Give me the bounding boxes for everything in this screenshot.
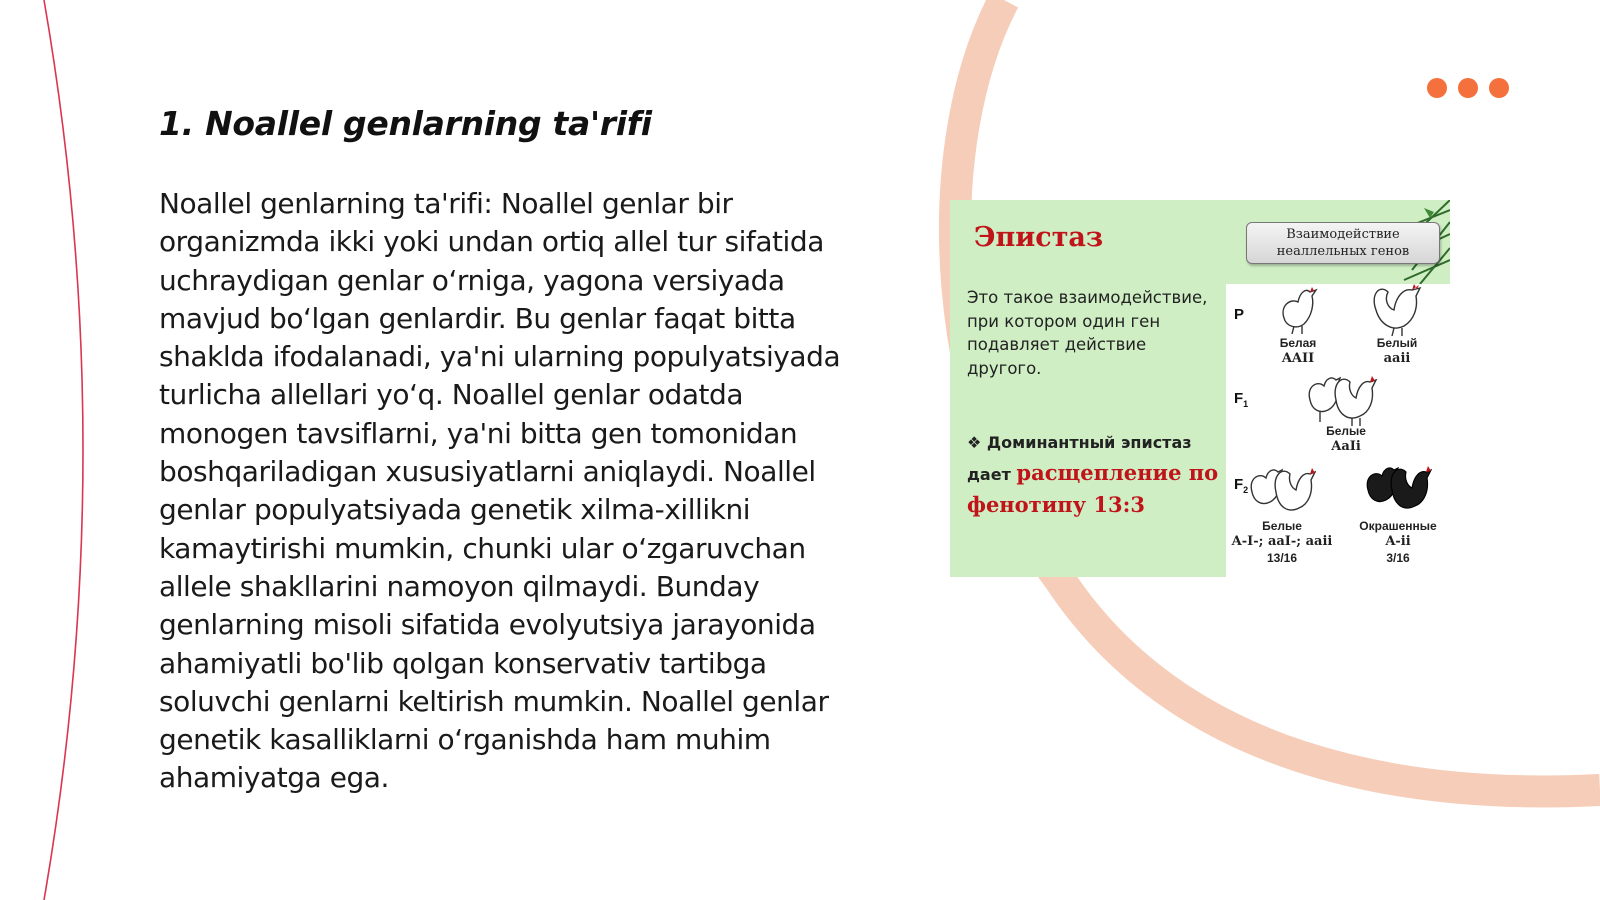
white-hen-icon [1276, 284, 1320, 334]
topic-badge-label: Взаимодействие неаллельных генов [1276, 227, 1410, 259]
diamond-bullet-icon: ❖ [967, 433, 982, 452]
left-accent-line [44, 0, 83, 900]
generation-p-label: P [1234, 306, 1245, 323]
decorative-dots [1427, 78, 1509, 98]
topic-badge [1246, 222, 1440, 264]
white-f2-pair-icon [1248, 462, 1316, 518]
definition-text: Это такое взаимодействие, при котором один ген подавляет действие другого. [967, 288, 1208, 378]
dot-2 [1458, 78, 1478, 98]
slide-body-text: Noallel genlarning ta'rifi: Noallel genlar bir organizmda ikki yoki undan ortiq allel tur sifatida uchraydigan genlar o‘rniga, yagona versiyada mavjud bo‘lgan genlardir. Bu genlar faqat bitta shaklda ifodalanadi, ya'ni ularning populyatsiyada turlicha allellari yo‘q. Noallel genlar odatda monogen tavsiflarni, ya'ni bitta gen tomonidan boshqariladigan xususiyatlarni aniqlaydi. Noallel genlar populyatsiyada genetik xilma-xillikni kamaytirishi mumkin, chunki ular o‘zgaruvchan allele shakllarini namoyon qilmaydi. Bunday genlarning misoli sifatida evolyutsiya jarayonida ahamiyatli bo'lib qolgan konservativ tartibga soluvchi genlarni keltirish mumkin. Noallel genlar genetik kasalliklarni o‘rganishda ham muhim ahamiyatga ega. [159, 187, 841, 795]
colored-f2-pair-icon [1364, 458, 1432, 518]
figure-title: Эпистаз [974, 222, 1104, 253]
f1-label: Белые AaIi [1326, 424, 1366, 454]
white-rooster-icon [1370, 280, 1426, 336]
segregation-ratio-text: расщепление по фенотипу 13:3 [967, 460, 1219, 517]
dominant-epistasis-point [967, 428, 1222, 522]
point-lead-text: Доминантный эпистаз дает [967, 433, 1192, 484]
slide-title: 1. Noallel genlarning ta'rifi [159, 104, 652, 143]
f2-white-label: Белые A-I-; aaI-; aaii 13/16 [1231, 519, 1333, 565]
generation-f2-label: $F_2$ [1234, 476, 1249, 495]
f2-colored-label: Окрашенные A-ii 3/16 [1359, 519, 1437, 565]
dot-1 [1427, 78, 1447, 98]
epistasis-figure [950, 200, 1450, 577]
white-pair-icon [1306, 370, 1378, 426]
generation-f1-label: $F_1$ [1234, 390, 1249, 409]
dot-3 [1489, 78, 1509, 98]
p-male-label: Белый aaii [1376, 336, 1418, 366]
p-female-label: Белая AAII [1279, 336, 1317, 366]
